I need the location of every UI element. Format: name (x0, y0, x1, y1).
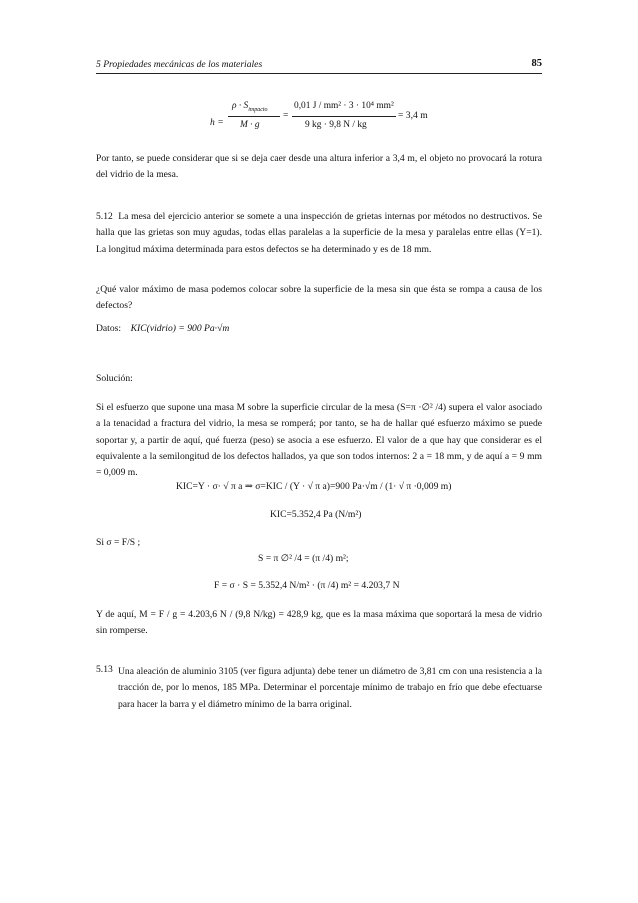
problem-number: 5.12 (96, 211, 113, 222)
fraction-line-right (292, 116, 396, 117)
si-label: Si σ = F/S ; (96, 537, 141, 548)
formula-h-den-left: M · g (240, 120, 260, 130)
solution-paragraph: Si el esfuerzo que supone una masa M sobre la superficie circular de la mesa (S=π ·∅² /4) supera el valor asociado a la tenacidad a fractura del vidrio, la mesa se romperá; por tanto, se ha de hallar qué esfuerzo máximo se puede soportar y, a partir de aquí, qué fuerza (peso) se asocia a ese esfuerzo. El valor de a que hay que considerar es el equivalente a la semilongitud de los defectos hallados, ya que son todos internos: 2 a = 18 mm, y de aquí a = 9 mm = 0,009 m. (96, 402, 542, 479)
page-number: 85 (531, 58, 542, 69)
data-label: Datos: (96, 323, 122, 334)
fraction-line-left (228, 116, 280, 117)
problem-5-13-number: 5.13 (96, 664, 113, 675)
page-header (96, 59, 542, 70)
formula-h-eq1: = (283, 110, 289, 121)
formula-h-lhs: h = (210, 117, 224, 128)
equation-s: S = π ∅² /4 = (π /4) m²; (258, 553, 349, 564)
chapter-title: 5 Propiedades mecánicas de los materiales (96, 59, 263, 70)
conclusion-paragraph: Por tanto, se puede considerar que si se deja caer desde una altura inferior a 3,4 m, el objeto no provocará la rotura del vidrio de la mesa. (96, 153, 542, 181)
equation-kic: KIC=Y · σ· √ π a ⇒ σ=KIC / (Y · √ π a)=900 Pa·√m / (1· √ π ·0,009 m) (176, 481, 452, 492)
problem-5-12-data (96, 321, 542, 337)
final-paragraph: Y de aquí, M = F / g = 4.203,6 N / (9,8 N/kg) = 428,9 kg, que es la masa máxima que soportará la mesa de vidrio sin romperse. (96, 609, 542, 637)
formula-h-den-right: 9 kg · 9,8 N / kg (305, 120, 367, 130)
equation-f: F = σ · S = 5.352,4 N/m² · (π /4) m² = 4.203,7 N (214, 580, 400, 591)
formula-h-num-right: 0,01 J / mm² · 3 · 10⁴ mm² (294, 101, 394, 111)
formula-h-num-left: $\rho \cdot S_{impacto}$ (232, 101, 268, 113)
header-rule (96, 73, 542, 74)
problem-5-13-statement: Una aleación de aluminio 3105 (ver figura adjunta) debe tener un diámetro de 3,81 cm con una resistencia a la tracción de, por lo menos, 185 MPa. Determinar el porcentaje mínimo de trabajo en frío que debe efectuarse para hacer la barra y el diámetro mínimo de la barra original. (118, 666, 542, 710)
problem-5-12-statement: 5.12 La mesa del ejercicio anterior se somete a una inspección de grietas internas por métodos no destructivos. Se halla que las grietas son muy agudas, todas ellas paralelas a la superficie de la mesa y paralelas entre ellas (Y=1). La longitud máxima determinada para estos defectos se ha determinado y es de 18 mm. (96, 211, 542, 255)
formula-h-result: = 3,4 m (398, 110, 428, 121)
problem-5-12-question: ¿Qué valor máximo de masa podemos colocar sobre la superficie de la mesa sin que ésta se rompa a causa de los defectos? (96, 284, 542, 312)
data-value: KIC(vidrio) = 900 Pa·√m (130, 323, 230, 334)
equation-kic-result: KIC=5.352,4 Pa (N/m²) (270, 509, 362, 520)
solution-label: Solución: (96, 373, 133, 384)
